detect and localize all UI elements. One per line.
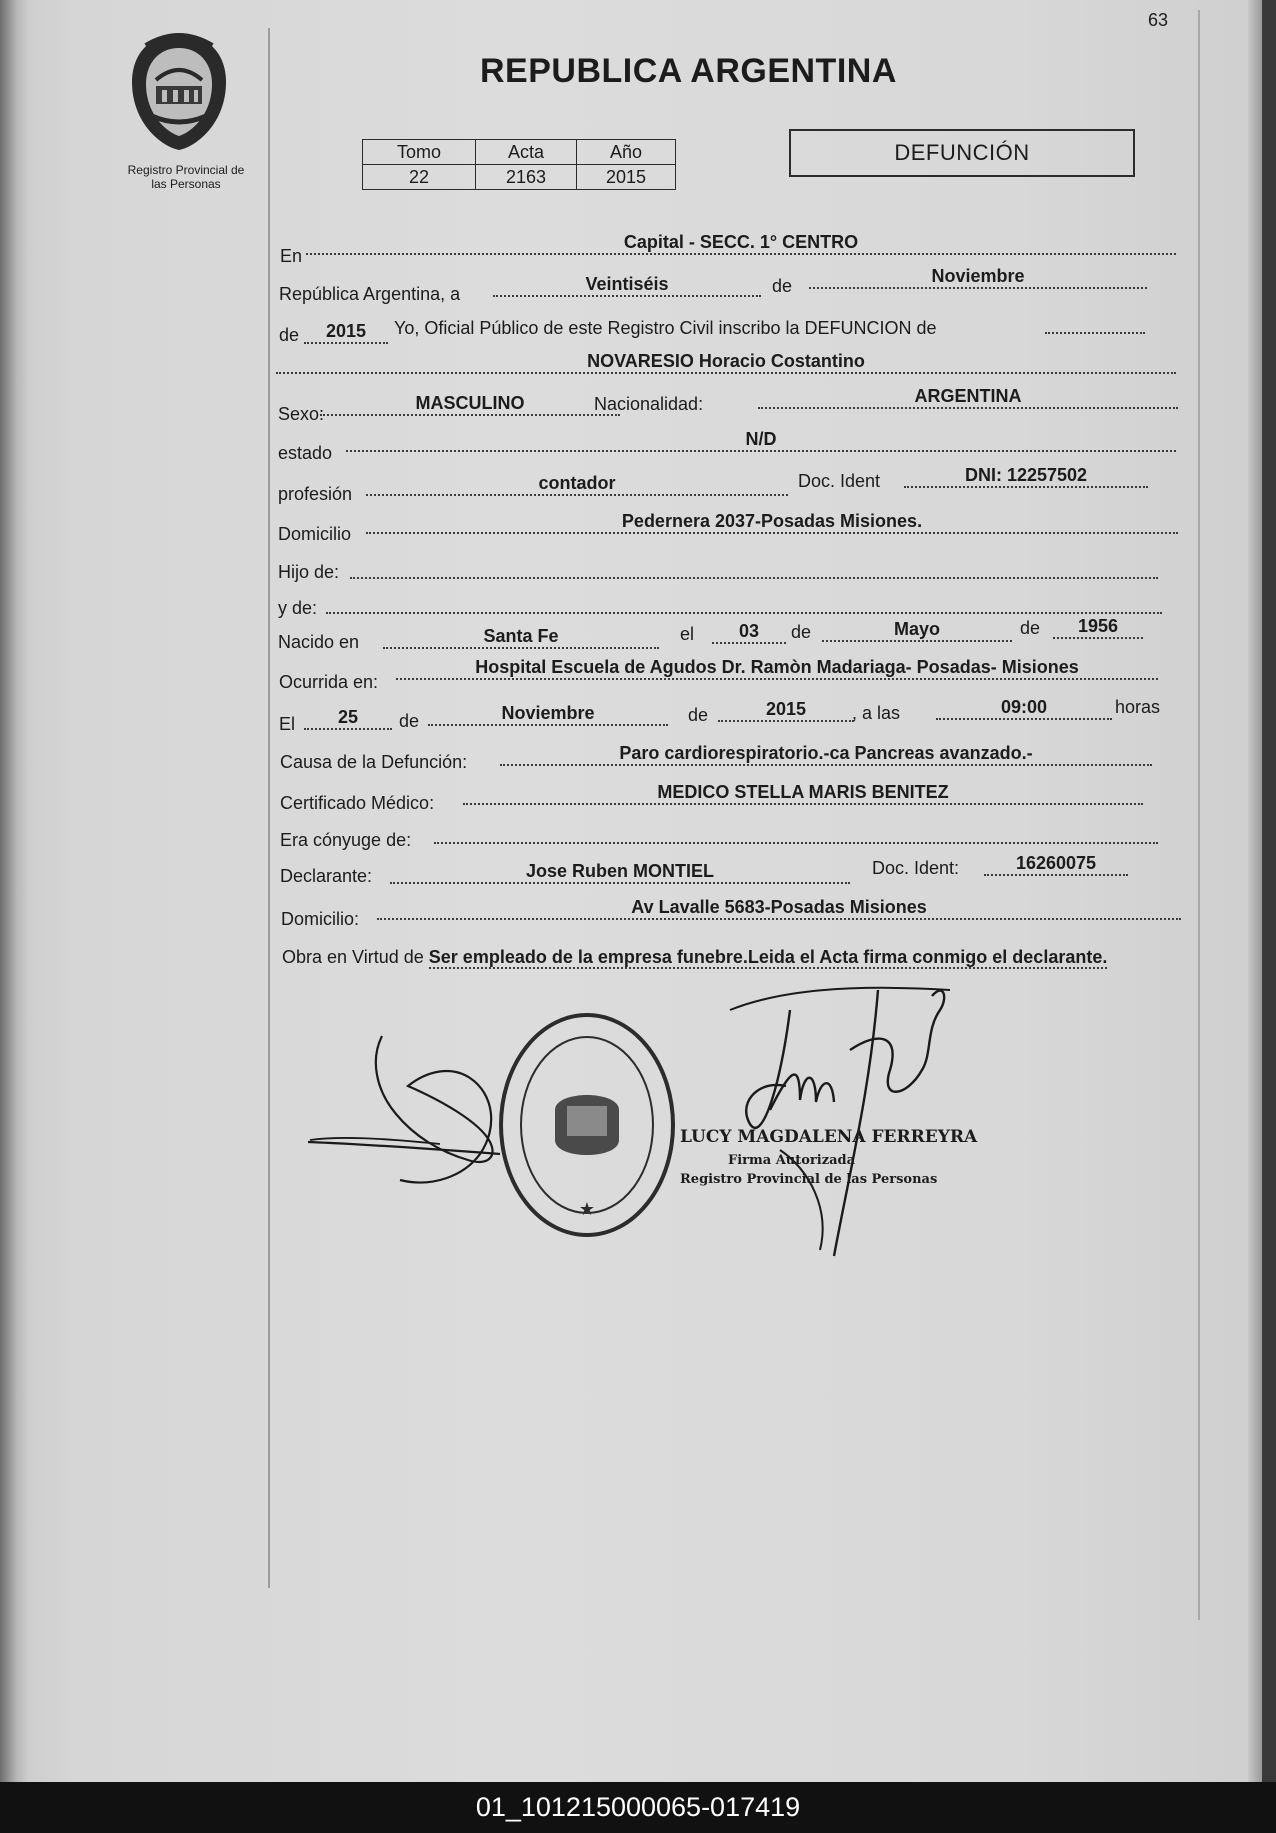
province-crest-icon	[126, 30, 232, 154]
obra-paragraph	[282, 942, 1182, 973]
registry-name-line1: Registro Provincial de	[127, 163, 245, 177]
republica-label: República Argentina, a	[279, 284, 461, 304]
doc-ident-field: DNI: 12257502	[904, 464, 1148, 488]
sexo-field: MASCULINO	[320, 392, 620, 416]
officer-stamp-name: LUCY MAGDALENA FERREYRA	[680, 1127, 978, 1147]
record-table	[362, 139, 676, 190]
de-label: de	[772, 276, 793, 296]
en-label: En	[280, 246, 303, 266]
record-table-header: Acta	[476, 140, 577, 165]
def-anio-field: 2015	[718, 698, 854, 722]
declarant-signature	[300, 1030, 515, 1195]
place-field: Capital - SECC. 1° CENTRO	[306, 231, 1176, 255]
registry-name	[100, 163, 272, 191]
scan-id-bar: 01_101215000065-017419	[0, 1782, 1276, 1833]
page-edge	[1248, 0, 1262, 1782]
nacionalidad-label: Nacionalidad:	[594, 394, 704, 414]
month-field: Noviembre	[809, 265, 1147, 289]
record-table-cell: 22	[363, 165, 476, 190]
decl-domicilio-label: Domicilio:	[281, 909, 360, 929]
sexo-label: Sexo:	[278, 404, 325, 424]
year-field: 2015	[304, 320, 388, 344]
de-label: de	[688, 705, 709, 725]
yde-field	[326, 590, 1162, 614]
decl-doc-label: Doc. Ident:	[872, 858, 960, 878]
officer-stamp-role: Firma Autorizada	[728, 1153, 856, 1168]
conyuge-field	[434, 820, 1158, 844]
obra-text: Ser empleado de la empresa funebre.Leida el Acta firma conmigo el declarante.	[428, 947, 1108, 967]
de-label: de	[791, 622, 812, 642]
declarante-label: Declarante:	[280, 866, 373, 886]
page-number: 63	[1148, 10, 1169, 30]
statement-text: Yo, Oficial Público de este Registro Civil inscribo la DEFUNCION de	[394, 318, 937, 338]
document-title: REPUBLICA ARGENTINA	[480, 52, 897, 90]
def-dia-field: 25	[304, 706, 392, 730]
doc-ident-label: Doc. Ident	[798, 471, 881, 491]
el-cap-label: El	[279, 714, 296, 734]
officer-stamp-org: Registro Provincial de las Personas	[680, 1172, 938, 1187]
declarante-field: Jose Ruben MONTIEL	[390, 860, 850, 884]
certificado-label: Certificado Médico:	[280, 793, 435, 813]
decl-domicilio-field: Av Lavalle 5683-Posadas Misiones	[377, 896, 1181, 920]
obra-label: Obra en Virtud de	[282, 947, 424, 967]
de-label: de	[1020, 618, 1041, 638]
causa-label: Causa de la Defunción:	[280, 752, 468, 772]
statement-blank	[1045, 310, 1145, 334]
profesion-label: profesión	[278, 484, 353, 504]
margin-rule-right	[1198, 10, 1200, 1620]
record-table-cell: 2163	[476, 165, 577, 190]
day-field: Veintiséis	[493, 273, 761, 297]
page-binding-shadow	[0, 0, 28, 1782]
profesion-field: contador	[366, 472, 788, 496]
causa-field: Paro cardiorespiratorio.-ca Pancreas avanzado.-	[500, 742, 1152, 766]
horas-label: horas	[1115, 697, 1161, 717]
conyuge-label: Era cónyuge de:	[280, 830, 412, 850]
registry-name-line2: las Personas	[151, 177, 221, 191]
deceased-name-field: NOVARESIO Horacio Costantino	[276, 350, 1176, 374]
record-table-header: Tomo	[363, 140, 476, 165]
nacido-label: Nacido en	[278, 632, 360, 652]
de-label: de	[399, 711, 420, 731]
record-table-cell: 2015	[577, 165, 676, 190]
record-table-value-row	[363, 165, 676, 190]
hijo-field	[350, 555, 1158, 579]
nacido-mes-field: Mayo	[822, 618, 1012, 642]
nacionalidad-field: ARGENTINA	[758, 385, 1178, 409]
document-type-box: DEFUNCIÓN	[789, 129, 1135, 177]
def-hora-field: 09:00	[936, 696, 1112, 720]
alas-label: , a las	[852, 703, 901, 723]
domicilio-label: Domicilio	[278, 524, 352, 544]
svg-text:★: ★	[578, 1199, 596, 1219]
certificado-field: MEDICO STELLA MARIS BENITEZ	[463, 781, 1143, 805]
margin-rule-left	[268, 28, 270, 1588]
yde-label: y de:	[278, 598, 318, 618]
estado-label: estado	[278, 443, 333, 463]
nacido-anio-field: 1956	[1053, 615, 1143, 639]
officer-signature	[700, 970, 970, 1260]
decl-doc-field: 16260075	[984, 852, 1128, 876]
de-label: de	[279, 325, 300, 345]
nacido-dia-field: 03	[712, 620, 786, 644]
el-label: el	[680, 624, 695, 644]
ocurrida-field: Hospital Escuela de Agudos Dr. Ramòn Madariaga- Posadas- Misiones	[396, 656, 1158, 680]
ocurrida-label: Ocurrida en:	[279, 672, 379, 692]
record-table-header: Año	[577, 140, 676, 165]
nacido-lugar-field: Santa Fe	[383, 625, 659, 649]
hijo-label: Hijo de:	[278, 562, 340, 582]
domicilio-field: Pedernera 2037-Posadas Misiones.	[366, 510, 1178, 534]
def-mes-field: Noviembre	[428, 702, 668, 726]
record-table-header-row	[363, 140, 676, 165]
estado-field: N/D	[346, 428, 1176, 452]
registry-seal	[495, 1010, 680, 1240]
